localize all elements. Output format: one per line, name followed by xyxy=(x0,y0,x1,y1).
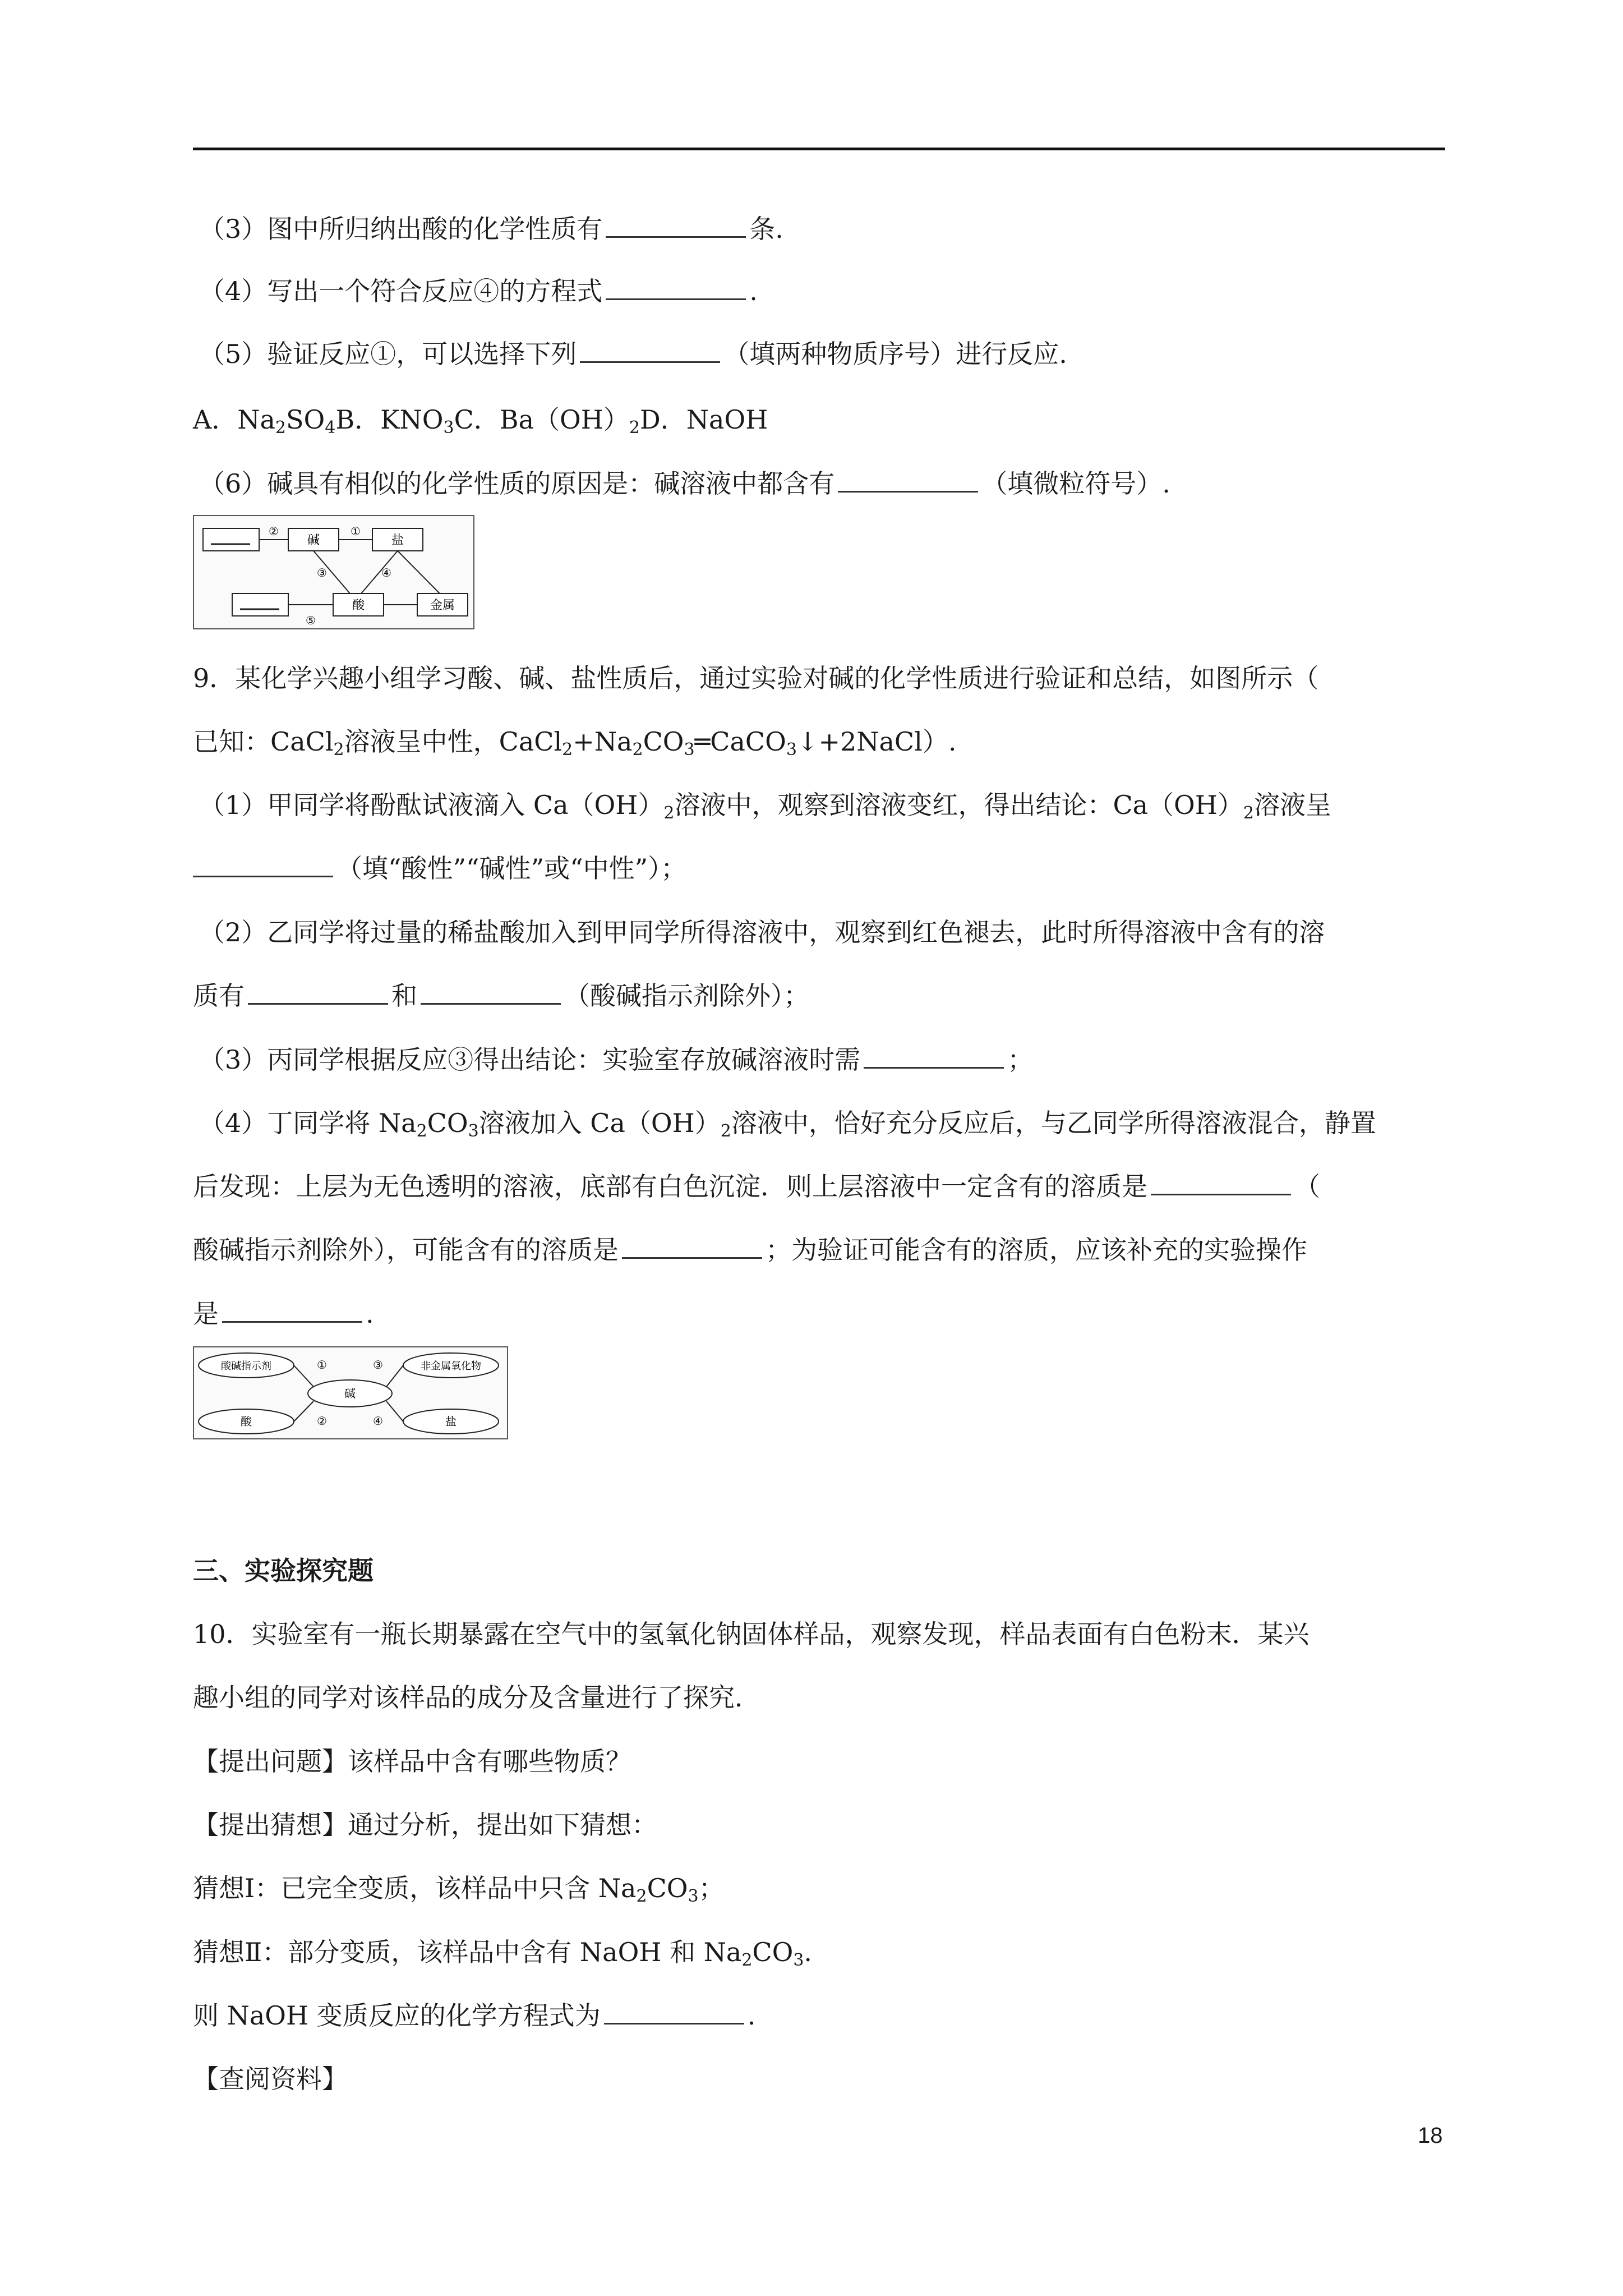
nonmetal-oxide-label: 非金属氧化物 xyxy=(421,1360,481,1372)
option-c: C．Ba（OH） xyxy=(454,404,629,435)
text: 后发现：上层为无色透明的溶液，底部有白色沉淀．则上层溶液中一定含有的溶质是 xyxy=(193,1171,1147,1202)
q10-hypothesis-2 xyxy=(193,1935,812,1977)
text: 质有 xyxy=(193,981,245,1011)
subscript: 3 xyxy=(688,1887,699,1906)
text: 和 xyxy=(391,981,417,1011)
base-properties-diagram xyxy=(193,1346,508,1439)
text: . xyxy=(366,1299,374,1329)
section-title: 三、实验探究题 xyxy=(193,1556,374,1586)
answer-blank[interactable] xyxy=(222,1299,362,1323)
text: ；为验证可能含有的溶质，应该补充的实验操作 xyxy=(766,1235,1307,1265)
label-4: ④ xyxy=(381,566,391,579)
text: ═CaCO xyxy=(694,726,786,757)
subscript: 3 xyxy=(443,418,454,438)
text: 是 xyxy=(193,1299,219,1329)
subscript: 2 xyxy=(275,418,286,438)
acid-base-relation-diagram xyxy=(193,515,474,629)
q10-material: 【查阅资料】 xyxy=(193,2064,348,2094)
acid-label: 酸 xyxy=(352,599,365,613)
answer-blank[interactable] xyxy=(421,981,561,1005)
indicator-label: 酸碱指示剂 xyxy=(221,1360,271,1372)
text: （3）丙同学根据反应③得出结论：实验室存放碱溶液时需 xyxy=(199,1045,861,1075)
q10-stem-cont: 趣小组的同学对该样品的成分及含量进行了探究． xyxy=(193,1682,760,1713)
label-5: ⑤ xyxy=(306,614,316,627)
label-1: ① xyxy=(351,524,361,538)
option-a-cont: SO xyxy=(286,404,325,435)
text: （1）甲同学将酚酞试液滴入 Ca（OH） xyxy=(199,790,664,820)
q9-part1 xyxy=(199,788,1331,830)
base-label: 碱 xyxy=(344,1387,356,1400)
label-3: ③ xyxy=(373,1358,383,1372)
empty-box-top xyxy=(203,528,259,551)
text: 猜想Ⅱ：部分变质，该样品中含有 NaOH 和 Na xyxy=(193,1937,742,1967)
text: CO xyxy=(752,1937,794,1967)
q9-part2-cont xyxy=(193,979,809,1013)
q9-part4-cont3 xyxy=(193,1297,374,1331)
subscript: 3 xyxy=(684,740,695,760)
q9-part4 xyxy=(199,1106,1376,1148)
q9-part4-cont2 xyxy=(193,1233,1307,1267)
subscript: 2 xyxy=(1243,803,1254,823)
answer-blank[interactable] xyxy=(606,276,746,300)
q8-options xyxy=(193,403,768,445)
answer-blank[interactable] xyxy=(248,981,388,1005)
text: （酸碱指示剂除外）； xyxy=(564,981,809,1011)
empty-box-bottom xyxy=(232,593,288,616)
text: . xyxy=(804,1937,813,1967)
q8-part3-tail: 条. xyxy=(749,214,783,244)
q10-stem: 10．实验室有一瓶长期暴露在空气中的氢氧化钠固体样品，观察发现，样品表面有白色粉末．某兴 xyxy=(193,1619,1310,1649)
text: 酸碱指示剂除外），可能含有的溶质是 xyxy=(193,1235,619,1265)
q10-equation xyxy=(193,1999,755,2032)
q8-part3 xyxy=(199,212,783,246)
subscript: 2 xyxy=(720,1121,731,1141)
q8-part4-tail: . xyxy=(749,276,758,306)
q8-part4-text: （4）写出一个符合反应④的方程式 xyxy=(199,276,603,306)
q8-part6 xyxy=(199,467,1170,500)
salt-label: 盐 xyxy=(391,533,404,547)
label-2: ② xyxy=(317,1414,327,1428)
q8-part5-tail: （填两种物质序号）进行反应. xyxy=(723,339,1067,369)
text: （填“酸性”“碱性”或“中性”）； xyxy=(336,853,687,884)
acid-label: 酸 xyxy=(241,1415,252,1428)
q8-part4 xyxy=(199,274,758,308)
text: CO xyxy=(643,726,684,757)
answer-blank[interactable] xyxy=(622,1235,762,1259)
base-label: 碱 xyxy=(307,533,320,547)
text: 溶液呈中性，CaCl xyxy=(344,726,562,757)
text: . xyxy=(747,2000,756,2031)
text: CO xyxy=(427,1108,468,1138)
text: 溶液加入 Ca（OH） xyxy=(478,1108,721,1138)
q9-part2: （2）乙同学将过量的稀盐酸加入到甲同学所得溶液中，观察到红色褪去，此时所得溶液中含有的溶 xyxy=(199,917,1325,947)
q9-part4-cont1 xyxy=(193,1170,1320,1203)
subscript: 2 xyxy=(629,418,640,438)
text: ； xyxy=(698,1873,725,1903)
subscript: 2 xyxy=(741,1950,753,1970)
text: （ xyxy=(1294,1171,1320,1202)
answer-blank[interactable] xyxy=(864,1045,1004,1069)
subscript: 3 xyxy=(468,1121,479,1141)
subscript: 3 xyxy=(793,1950,804,1970)
subscript: 4 xyxy=(325,418,336,438)
subscript: 2 xyxy=(416,1121,427,1141)
text: 溶液中，观察到溶液变红，得出结论：Ca（OH） xyxy=(674,790,1243,820)
subscript: 3 xyxy=(786,740,797,760)
q10-hypothesis: 【提出猜想】通过分析，提出如下猜想： xyxy=(193,1810,657,1840)
q8-part5 xyxy=(199,337,1067,371)
q8-part6-text: （6）碱具有相似的化学性质的原因是：碱溶液中都含有 xyxy=(199,468,835,499)
q9-known xyxy=(193,725,956,767)
subscript: 2 xyxy=(636,1887,647,1906)
text: 猜想Ⅰ：已完全变质，该样品中只含 Na xyxy=(193,1873,637,1903)
text: 溶液中，恰好充分反应后，与乙同学所得溶液混合，静置 xyxy=(731,1108,1376,1138)
q8-part6-tail: （填微粒符号）. xyxy=(981,468,1170,499)
text: ； xyxy=(1007,1045,1034,1075)
q10-question: 【提出问题】该样品中含有哪些物质？ xyxy=(193,1746,631,1777)
label-2: ② xyxy=(269,524,279,538)
header-rule xyxy=(193,148,1445,150)
subscript: 2 xyxy=(632,740,643,760)
q9-stem: 9．某化学兴趣小组学习酸、碱、盐性质后，通过实验对碱的化学性质进行验证和总结，如图所示（ xyxy=(193,663,1319,693)
q9-part1-cont xyxy=(193,852,686,885)
text: CO xyxy=(647,1873,688,1903)
subscript: 2 xyxy=(562,740,573,760)
subscript: 2 xyxy=(333,740,344,760)
option-b: B．KNO xyxy=(335,404,444,435)
text: ↓+2NaCl）. xyxy=(796,726,957,757)
q8-part3-text: （3）图中所归纳出酸的化学性质有 xyxy=(199,214,603,244)
text: +Na xyxy=(573,726,633,757)
answer-blank[interactable] xyxy=(838,468,978,493)
q8-part5-text: （5）验证反应①，可以选择下列 xyxy=(199,339,577,369)
option-d: D．NaOH xyxy=(639,404,768,435)
subscript: 2 xyxy=(663,803,675,823)
answer-blank[interactable] xyxy=(1151,1171,1291,1195)
text: （4）丁同学将 Na xyxy=(199,1108,417,1138)
answer-blank[interactable] xyxy=(580,339,720,363)
label-1: ① xyxy=(317,1358,327,1372)
text: 则 NaOH 变质反应的化学方程式为 xyxy=(193,2000,601,2031)
q10-hypothesis-1 xyxy=(193,1871,725,1913)
text: 溶液呈 xyxy=(1253,790,1331,820)
metal-label: 金属 xyxy=(430,599,455,613)
label-3: ③ xyxy=(317,566,327,579)
text: 已知：CaCl xyxy=(193,726,334,757)
salt-label: 盐 xyxy=(445,1415,457,1428)
option-a: A．Na xyxy=(193,404,275,435)
answer-blank[interactable] xyxy=(606,214,746,238)
label-4: ④ xyxy=(373,1414,383,1428)
q9-part3 xyxy=(199,1043,1033,1076)
answer-blank[interactable] xyxy=(604,2000,744,2024)
answer-blank[interactable] xyxy=(193,853,333,877)
page-number: 18 xyxy=(1418,2123,1443,2148)
